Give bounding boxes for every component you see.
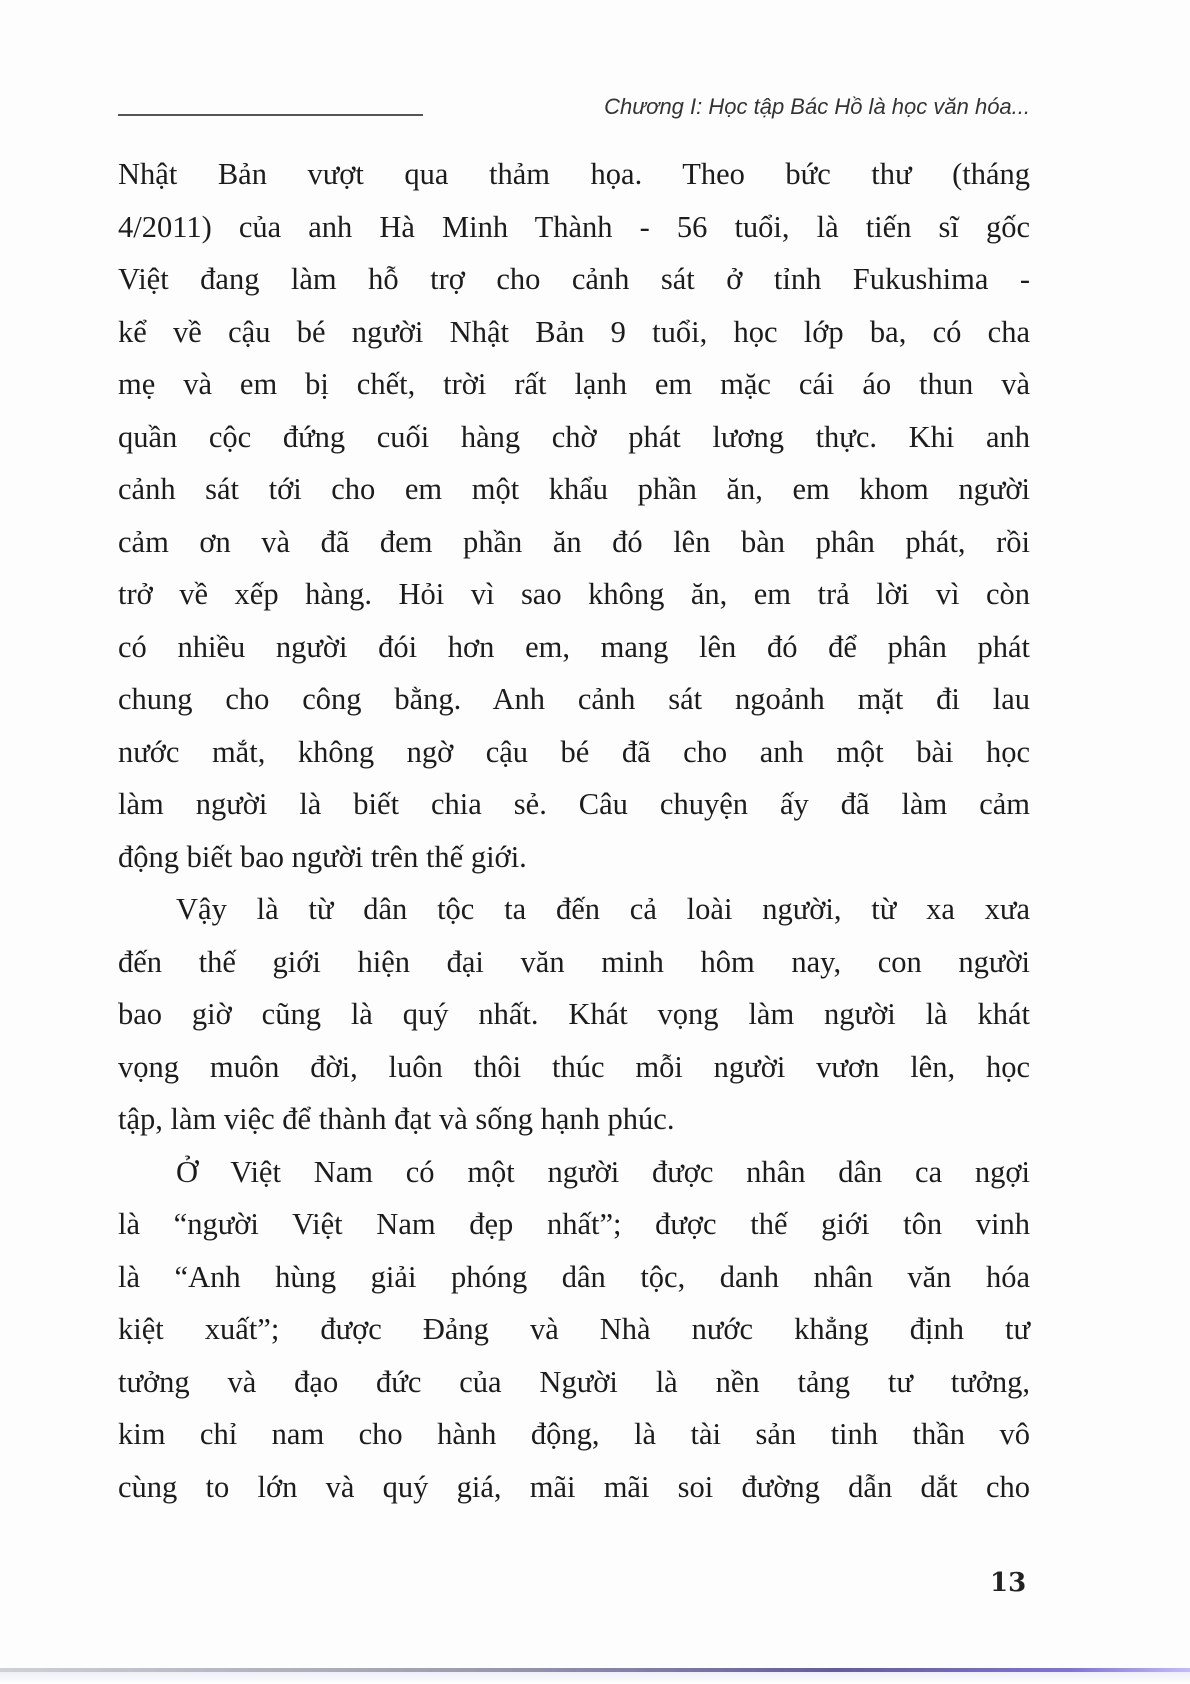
text-line: quần cộc đứng cuối hàng chờ phát lương thực. Khi anh [118,419,1030,454]
text-line: nước mắt, không ngờ cậu bé đã cho anh một bài học [118,734,1030,769]
header-rule [118,114,423,116]
text-line: bao giờ cũng là quý nhất. Khát vọng làm người là khát [118,997,1030,1031]
page-number: 13 [990,1568,1027,1598]
text-line: là “Anh hùng giải phóng dân tộc, danh nhân văn hóa [118,1259,1030,1294]
text-line: Việt đang làm hỗ trợ cho cảnh sát ở tỉnh Fukushima - [118,262,1030,296]
text-line: là “người Việt Nam đẹp nhất”; được thế giới tôn vinh [118,1207,1030,1241]
text-line: tưởng và đạo đức của Người là nền tảng tư tưởng, [118,1364,1030,1399]
text-line: mẹ và em bị chết, trời rất lạnh em mặc cái áo thun và [118,367,1030,401]
chapter-running-title: Chương I: Học tập Bác Hồ là học văn hóa... [604,94,1030,119]
text-line: cảnh sát tới cho em một khẩu phần ăn, em khom người [118,472,1030,506]
text-line: có nhiều người đói hơn em, mang lên đó để phân phát [118,629,1030,664]
text-line: động biết bao người trên thế giới. [118,839,527,874]
scan-bottom-shadow [0,1672,1190,1684]
text-line: Ở Việt Nam có một người được nhân dân ca ngợi [176,1154,1030,1189]
body-text [118,148,1030,1513]
text-line: 4/2011) của anh Hà Minh Thành - 56 tuổi, là tiến sĩ gốc [118,209,1030,244]
paragraph [118,883,1030,1146]
text-line: tập, làm việc để thành đạt và sống hạnh phúc. [118,1102,675,1136]
text-line: kim chỉ nam cho hành động, là tài sản tinh thần vô [118,1417,1030,1451]
text-line: kể về cậu bé người Nhật Bản 9 tuổi, học lớp ba, có cha [118,314,1030,349]
text-line: đến thế giới hiện đại văn minh hôm nay, con người [118,944,1030,979]
text-line: vọng muôn đời, luôn thôi thúc mỗi người vươn lên, học [118,1049,1030,1084]
paragraph [118,1146,1030,1514]
text-line: cùng to lớn và quý giá, mãi mãi soi đường dẫn dắt cho [118,1469,1030,1504]
text-line: kiệt xuất”; được Đảng và Nhà nước khẳng định tư [118,1312,1030,1346]
text-line: chung cho công bằng. Anh cảnh sát ngoảnh mặt đi lau [118,682,1030,716]
paragraph [118,148,1030,883]
text-line: trở về xếp hàng. Hỏi vì sao không ăn, em trả lời vì còn [118,577,1030,611]
running-header [118,94,1030,124]
text-line: cảm ơn và đã đem phần ăn đó lên bàn phân phát, rồi [118,524,1030,559]
text-line: làm người là biết chia sẻ. Câu chuyện ấy đã làm cảm [118,787,1030,821]
text-line: Vậy là từ dân tộc ta đến cả loài người, từ xa xưa [176,892,1030,926]
text-line: Nhật Bản vượt qua thảm họa. Theo bức thư (tháng [118,157,1030,191]
